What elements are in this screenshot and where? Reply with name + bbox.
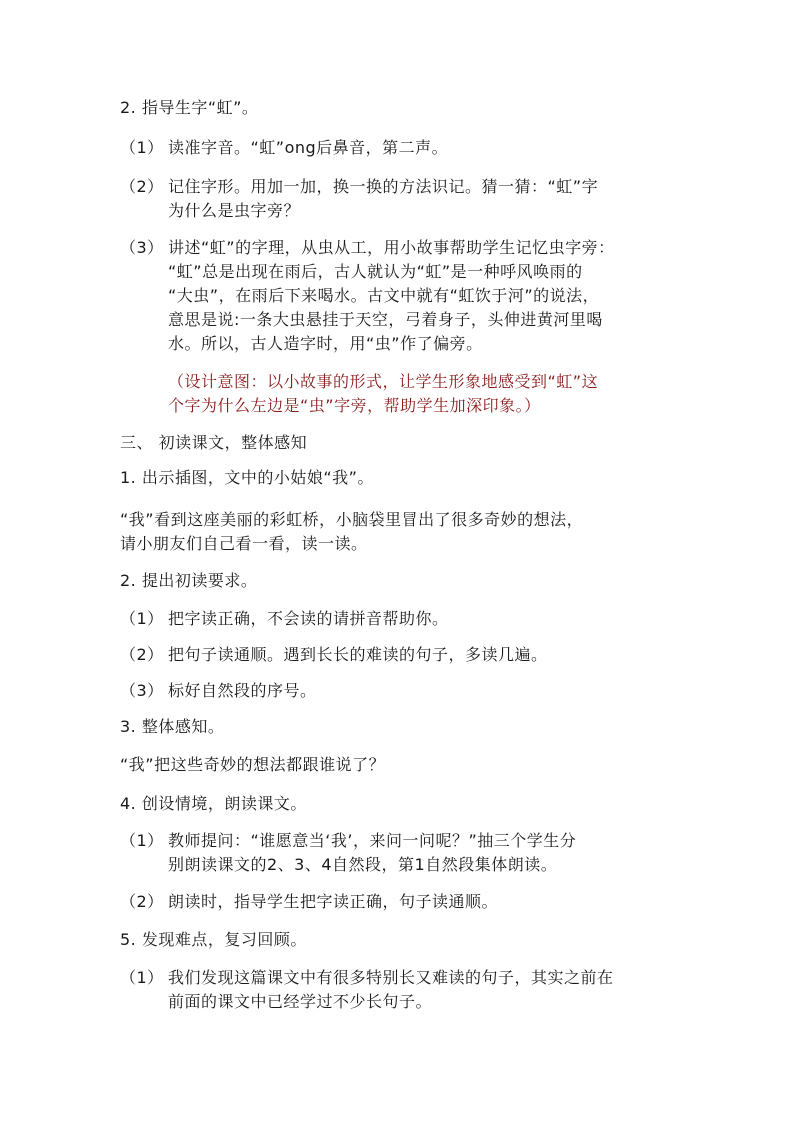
paragraph: “我”把这些奇妙的想法都跟谁说了？ (120, 755, 386, 774)
design-intent-note (168, 370, 598, 418)
list-item-number: （1） (120, 968, 164, 987)
subsection-1-heading: 1. 出示插图，文中的小姑娘“我”。 (120, 468, 374, 487)
list-item (120, 236, 615, 353)
list-item-number: （3） (120, 238, 164, 257)
list-item-text: 记住字形。用加一加，换一换的方法识记。猜一猜：“虹”字 (168, 177, 599, 196)
subsection-3-heading: 3. 整体感知。 (120, 717, 225, 736)
list-item-text: “虹”总是出现在雨后，古人就认为“虹”是一种呼风唤雨的 (168, 262, 583, 281)
list-item-text: 读准字音。“虹”ong后鼻音，第二声。 (168, 138, 449, 157)
list-item (120, 890, 499, 914)
paragraph (120, 508, 583, 556)
list-item-text: “大虫”，在雨后下来喝水。古文中就有“虹饮于河”的说法， (168, 286, 600, 305)
design-intent-text: 个字为什么左边是“虫”字旁，帮助学生加深印象。） (168, 396, 541, 415)
subsection-2-heading: 2. 提出初读要求。 (120, 571, 258, 590)
list-item (120, 643, 548, 667)
design-intent-text: （设计意图：以小故事的形式，让学生形象地感受到“虹”这 (168, 372, 599, 391)
list-item-number: （2） (120, 892, 164, 911)
subsection-5-heading: 5. 发现难点，复习回顾。 (120, 930, 307, 949)
paragraph-line: 请小朋友们自己看一看，读一读。 (120, 534, 368, 553)
list-item-text: 教师提问：“谁愿意当‘我’，来问一问呢？”抽三个学生分 (168, 831, 577, 850)
list-item-number: （3） (120, 681, 164, 700)
subsection-4-heading: 4. 创设情境，朗读课文。 (120, 794, 307, 813)
list-item-text: 讲述“虹”的字理，从虫从工，用小故事帮助学生记忆虫字旁： (168, 238, 615, 257)
list-item (120, 607, 449, 631)
list-item-text: 标好自然段的序号。 (168, 681, 317, 700)
list-item-number: （2） (120, 177, 164, 196)
list-item-number: （1） (120, 138, 164, 157)
list-item-text: 朗读时，指导学生把字读正确，句子读通顺。 (168, 892, 499, 911)
list-item (120, 175, 599, 220)
list-item-text: 别朗读课文的2、3、4自然段，第1自然段集体朗读。 (168, 855, 558, 874)
list-item-text: 把句子读通顺。遇到长长的难读的句子，多读几遍。 (168, 645, 548, 664)
list-item-number: （2） (120, 645, 164, 664)
list-item-text: 我们发现这篇课文中有很多特别长又难读的句子，其实之前在 (168, 968, 614, 987)
list-item-text: 意思是说:一条大虫悬挂于天空，弓着身子，头伸进黄河里喝 (168, 310, 603, 329)
list-item (120, 136, 449, 160)
list-item-number: （1） (120, 831, 164, 850)
list-item-number: （1） (120, 609, 164, 628)
section-3-heading: 三、 初读课文，整体感知 (120, 433, 308, 452)
paragraph-line: “我”看到这座美丽的彩虹桥，小脑袋里冒出了很多奇妙的想法， (120, 510, 584, 529)
list-item-text: 水。所以，古人造字时，用“虫”作了偏旁。 (168, 334, 483, 353)
list-item-text: 把字读正确，不会读的请拼音帮助你。 (168, 609, 449, 628)
list-item-text: 为什么是虫字旁？ (168, 201, 301, 220)
list-item (120, 829, 577, 874)
section-2-heading: 2. 指导生字“虹”。 (120, 98, 259, 117)
list-item-text: 前面的课文中已经学过不少长句子。 (168, 992, 433, 1011)
list-item (120, 679, 317, 703)
list-item (120, 966, 614, 1011)
